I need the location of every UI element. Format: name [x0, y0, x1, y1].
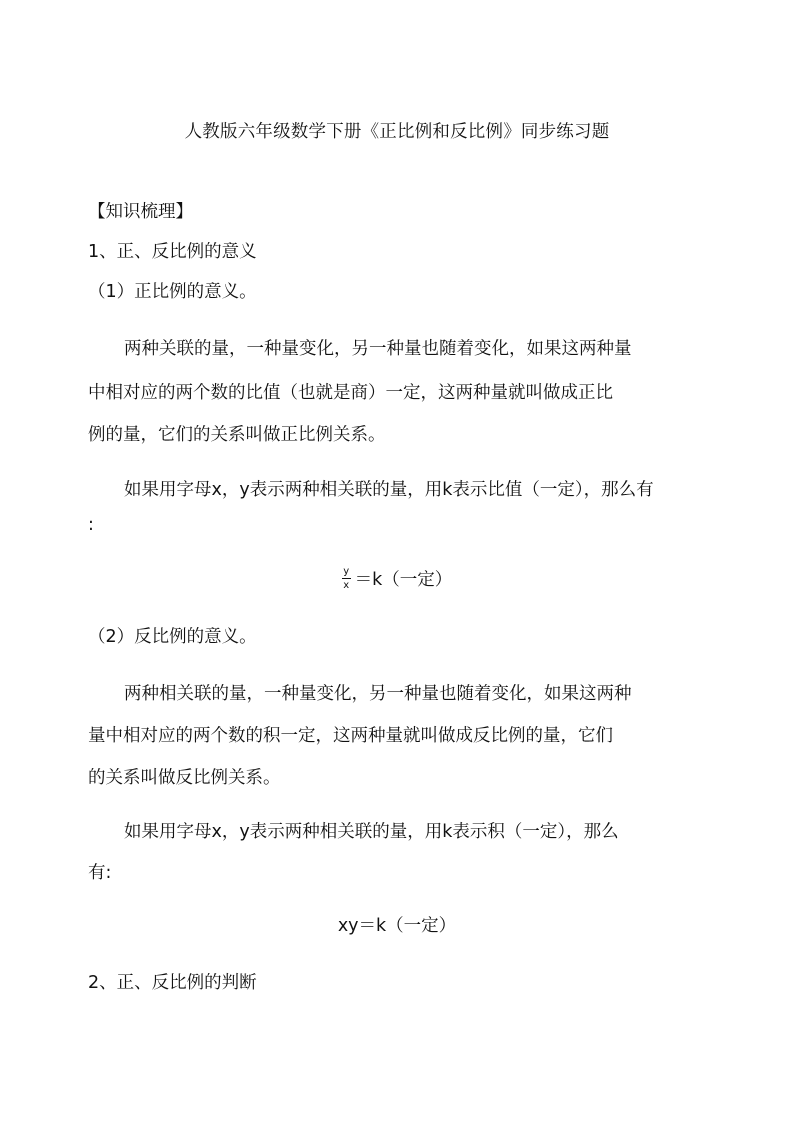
formula-inverse-proportion: xy＝k（一定）	[337, 916, 457, 936]
sub1-paragraph2-line: 如果用字母x，y表示两种相关联的量，用k表示比值（一定），那么有	[124, 480, 654, 500]
document-title: 人教版六年级数学下册《正比例和反比例》同步练习题	[184, 122, 610, 142]
sub2-paragraph2-line: 有:	[88, 863, 112, 883]
sub2-paragraph-line: 量中相对应的两个数的积一定，这两种量就叫做成反比例的量，它们	[88, 726, 613, 746]
formula-direct-proportion	[0, 566, 794, 591]
section-heading: 【知识梳理】	[88, 202, 193, 222]
sub2-paragraph-line: 的关系叫做反比例关系。	[88, 768, 281, 788]
sub2-heading: （2）反比例的意义。	[88, 627, 257, 647]
fraction-numerator: y	[343, 566, 350, 577]
point2-heading: 2、正、反比例的判断	[88, 973, 257, 993]
fraction-bar	[342, 578, 351, 579]
point1-heading: 1、正、反比例的意义	[88, 242, 257, 262]
sub1-heading: （1）正比例的意义。	[88, 282, 257, 302]
sub1-paragraph-line: 中相对应的两个数的比值（也就是商）一定，这两种量就叫做成正比	[88, 383, 613, 403]
sub2-paragraph-line: 两种相关联的量，一种量变化，另一种量也随着变化，如果这两种	[124, 684, 632, 704]
fraction-denominator: x	[343, 580, 350, 591]
sub2-paragraph2-line: 如果用字母x，y表示两种相关联的量，用k表示积（一定），那么	[124, 822, 619, 842]
formula-rest: ＝k（一定）	[354, 570, 453, 590]
fraction	[342, 566, 351, 591]
sub1-paragraph2-line: :	[88, 515, 94, 535]
sub1-paragraph-line: 例的量，它们的关系叫做正比例关系。	[88, 425, 386, 445]
sub1-paragraph-line: 两种关联的量，一种量变化，另一种量也随着变化，如果这两种量	[124, 339, 632, 359]
